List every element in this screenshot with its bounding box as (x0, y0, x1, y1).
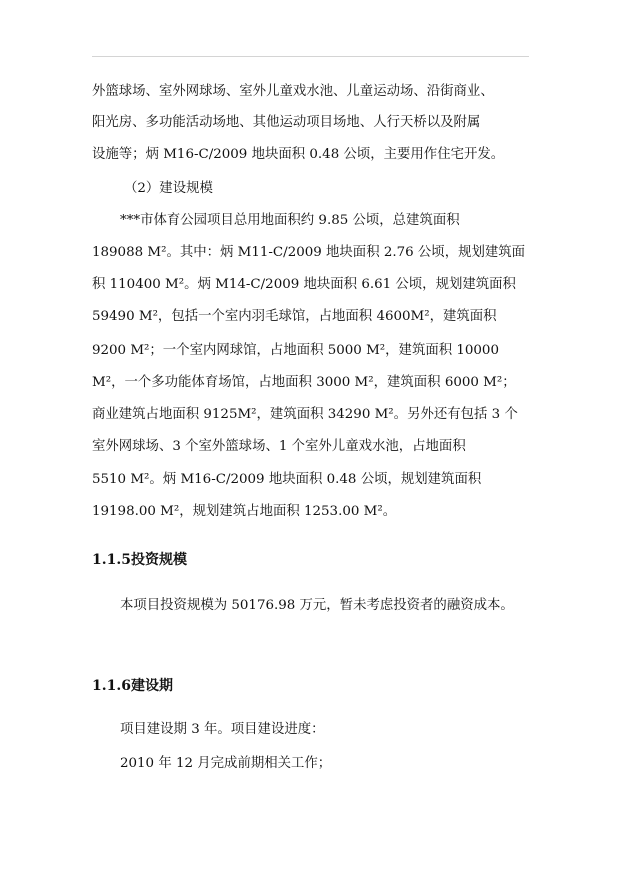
body-line: 189088 M²。其中：炳 M11-C/2009 地块面积 2.76 公顷，规划建筑面 (92, 245, 526, 260)
body-line: 59490 M²，包括一个室内羽毛球馆，占地面积 4600M²，建筑面积 (92, 309, 497, 324)
body-line: 室外网球场、3 个室外篮球场、1 个室外儿童戏水池，占地面积 (92, 439, 466, 454)
body-line: 5510 M²。炳 M16-C/2009 地块面积 0.48 公顷，规划建筑面积 (92, 472, 482, 487)
body-line: 阳光房、多功能活动场地、其他运动项目场地、人行天桥以及附属 (92, 115, 481, 130)
body-line: 19198.00 M²，规划建筑占地面积 1253.00 M²。 (92, 504, 397, 519)
body-line: M²，一个多功能体育场馆，占地面积 3000 M²，建筑面积 6000 M²； (92, 375, 516, 390)
body-line: 外篮球场、室外网球场、室外儿童戏水池、儿童运动场、沿街商业、 (92, 84, 494, 99)
section-heading-investment: 1.1.5投资规模 (92, 552, 187, 568)
subsection-title: （2）建设规模 (124, 181, 213, 196)
section-heading-period: 1.1.6建设期 (92, 678, 173, 694)
investment-paragraph: 本项目投资规模为 50176.98 万元，暂未考虑投资者的融资成本。 (120, 598, 514, 613)
body-line: ***市体育公园项目总用地面积约 9.85 公顷，总建筑面积 (120, 213, 460, 228)
period-paragraph: 项目建设期 3 年。项目建设进度： (120, 722, 325, 737)
body-line: 商业建筑占地面积 9125M²，建筑面积 34290 M²。另外还有包括 3 个 (92, 407, 518, 422)
body-line: 积 110400 M²。炳 M14-C/2009 地块面积 6.61 公顷，规划建筑面积 (92, 277, 516, 292)
header-rule (92, 56, 529, 57)
period-paragraph: 2010 年 12 月完成前期相关工作； (120, 756, 332, 771)
body-line: 9200 M²；一个室内网球馆，占地面积 5000 M²，建筑面积 10000 (92, 343, 499, 358)
body-line: 设施等；炳 M16-C/2009 地块面积 0.48 公顷，主要用作住宅开发。 (92, 147, 505, 162)
